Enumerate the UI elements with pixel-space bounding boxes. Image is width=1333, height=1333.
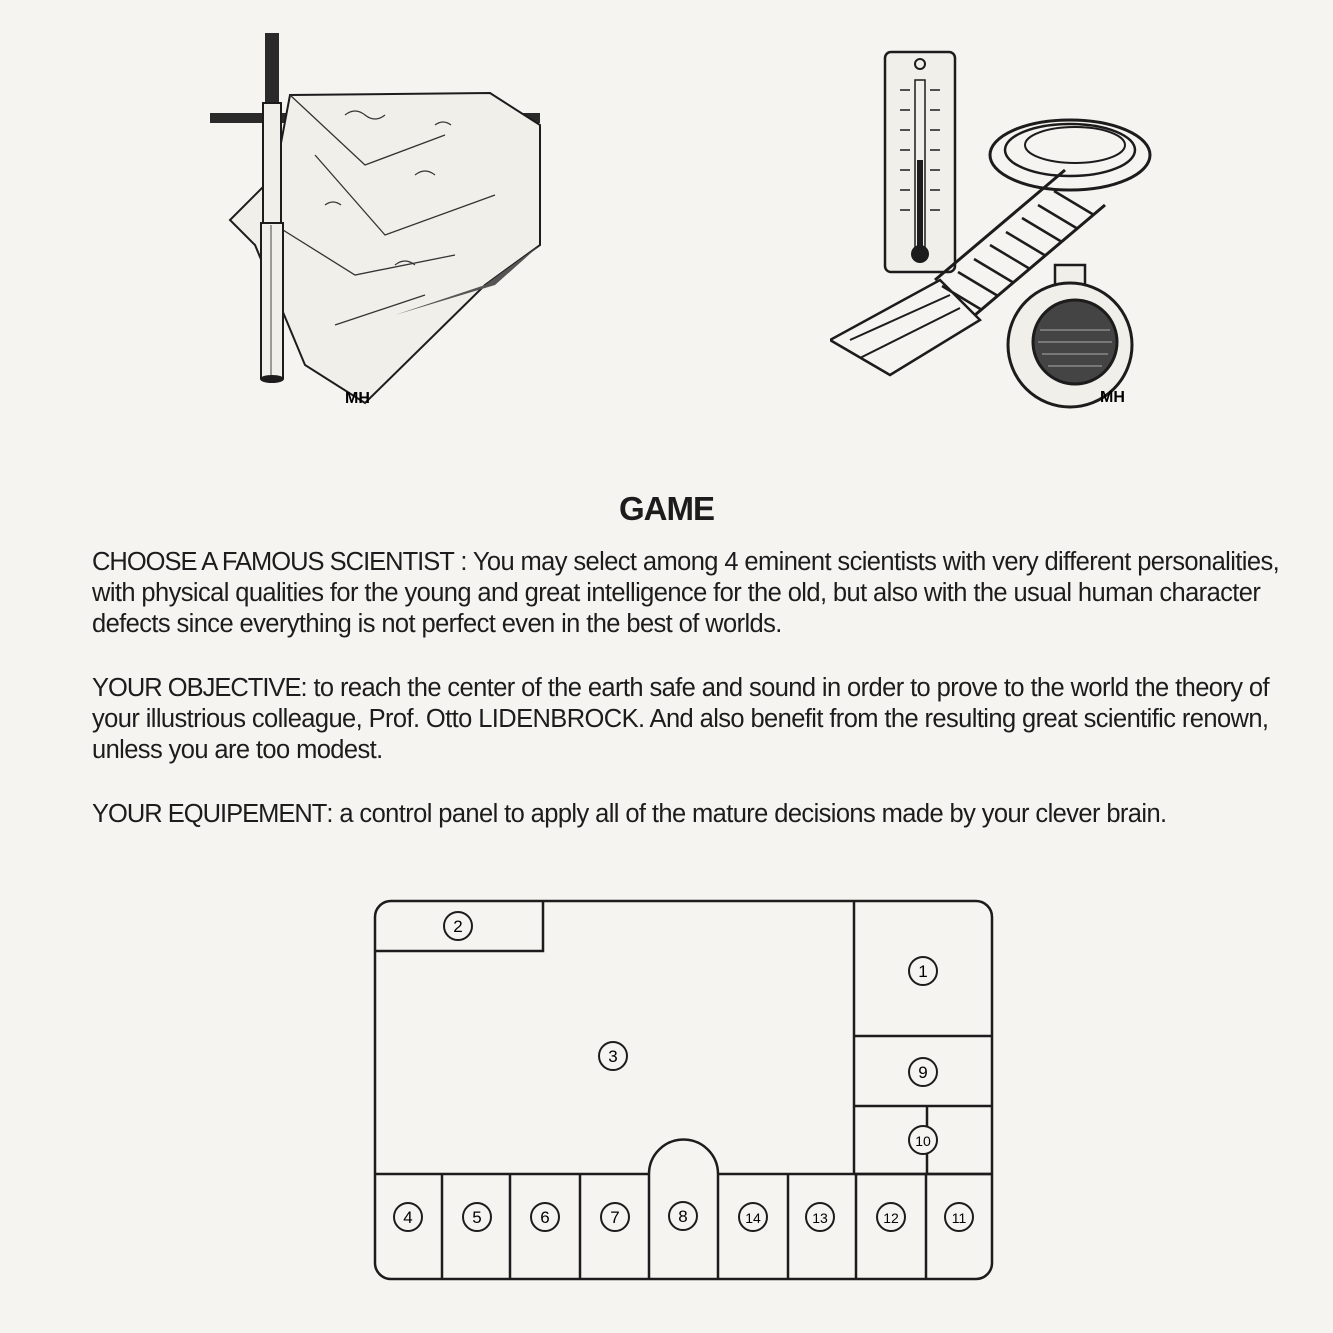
panel-region-number: 3 [608, 1047, 618, 1066]
paragraph-equipment [92, 799, 1282, 830]
panel-region-14-marker [739, 1203, 767, 1231]
paragraph-separator: : [453, 548, 473, 576]
panel-region-1-marker [909, 957, 937, 985]
panel-region-13-marker [806, 1203, 834, 1231]
paragraph-objective [92, 673, 1282, 766]
control-panel-diagram [370, 896, 1000, 1286]
right-illustration-signature: MH [1100, 389, 1125, 406]
panel-region-9-marker [909, 1058, 937, 1086]
panel-region-number: 1 [918, 962, 928, 981]
panel-region-number: 7 [610, 1208, 620, 1227]
panel-region-12-marker [877, 1203, 905, 1231]
panel-number-markers [394, 912, 973, 1231]
paragraph-text: You may select among 4 eminent scientists with very different personalities, with physical qualities for the young and great intelligence for the old, but also with the usual human character defects since everything is not perfect even in the best of worlds. [92, 548, 1280, 638]
panel-region-8-arch [649, 1140, 718, 1175]
panel-region-number: 10 [915, 1133, 931, 1149]
panel-region-3-marker [599, 1042, 627, 1070]
panel-region-number: 9 [918, 1063, 928, 1082]
panel-region-number: 12 [883, 1210, 899, 1226]
panel-region-10-marker [909, 1126, 937, 1154]
panel-region-number: 5 [472, 1208, 482, 1227]
panel-region-8-marker [669, 1202, 697, 1230]
paragraph-lead: CHOOSE A FAMOUS SCIENTIST [92, 548, 454, 576]
paragraph-lead: YOUR OBJECTIVE [92, 674, 301, 702]
telescope-map-illustration [195, 25, 565, 415]
panel-region-6-marker [531, 1203, 559, 1231]
panel-region-11-marker [945, 1203, 973, 1231]
panel-region-2-marker [444, 912, 472, 940]
paragraph-lead: YOUR EQUIPEMENT [92, 800, 327, 828]
paragraph-text: a control panel to apply all of the mature decisions made by your clever brain. [339, 800, 1167, 828]
panel-region-number: 11 [951, 1210, 967, 1226]
panel-region-7-marker [601, 1203, 629, 1231]
panel-region-number: 6 [540, 1208, 550, 1227]
panel-region-number: 2 [453, 917, 463, 936]
paragraph-separator: : [300, 674, 314, 702]
panel-region-number: 13 [812, 1210, 828, 1226]
thermometer-ladder-illustration [830, 40, 1180, 410]
page-title: GAME [619, 490, 714, 527]
paragraph-text: to reach the center of the earth safe and sound in order to prove to the world the theory of your illustrious colleague, Prof. Otto LIDENBROCK. And also benefit from the resulting great scientific renown, unless you are too modest. [92, 674, 1269, 764]
panel-region-number: 8 [678, 1207, 688, 1226]
panel-region-5-marker [463, 1203, 491, 1231]
paragraph-scientist [92, 547, 1282, 640]
panel-region-number: 4 [403, 1208, 413, 1227]
panel-region-number: 14 [745, 1210, 761, 1226]
paragraph-separator: : [326, 800, 340, 828]
panel-region-4-marker [394, 1203, 422, 1231]
left-illustration-signature: MH [345, 390, 370, 407]
